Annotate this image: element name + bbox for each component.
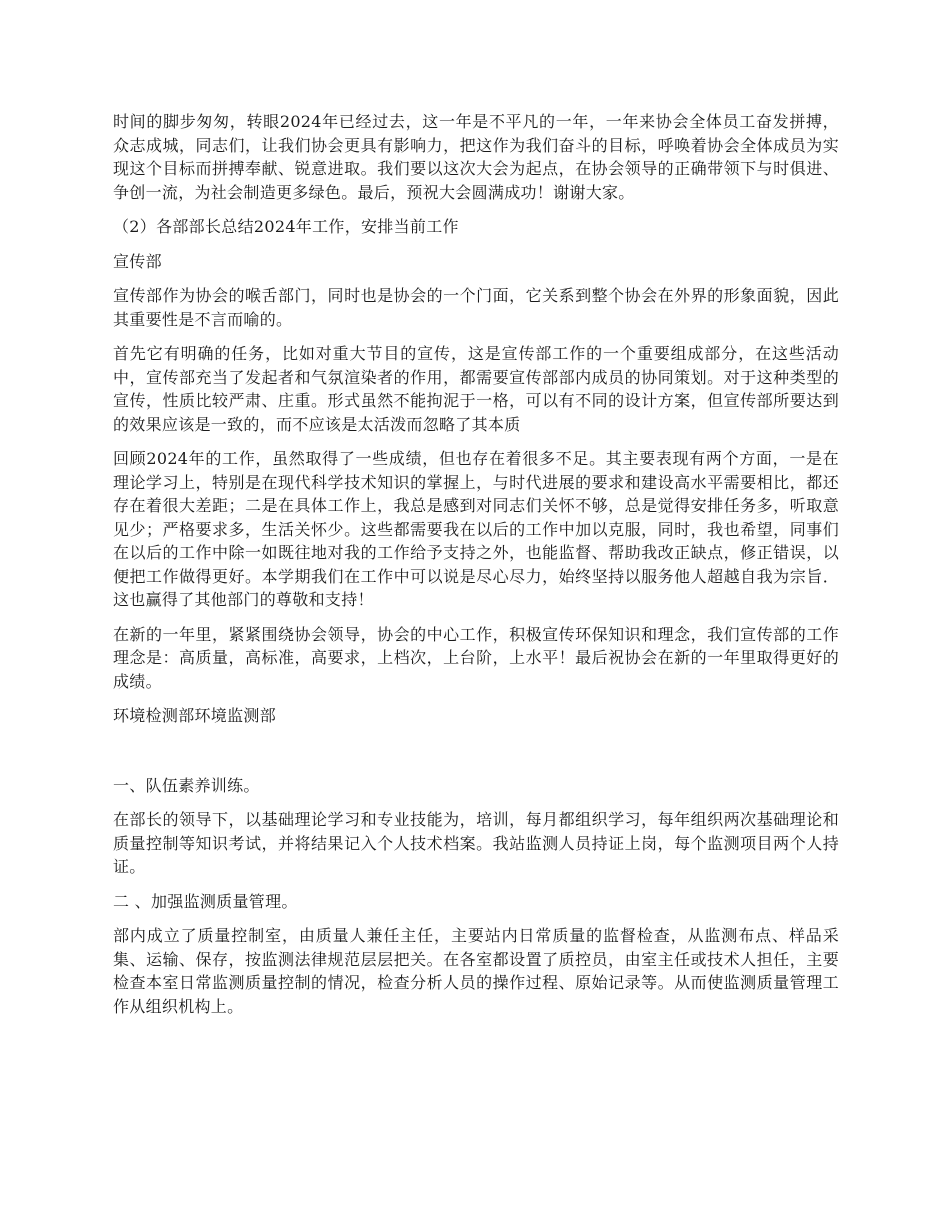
- paragraph-department-publicity: 宣传部: [113, 251, 162, 271]
- paragraph-department-monitoring: 环境检测部环境监测部: [113, 706, 277, 725]
- paragraph-publicity-tasks: 首先它有明确的任务，比如对重大节目的宣传，这是宣传部工作的一个重要组成部分，在这些活动中，宣传部充当了发起者和气氛渲染者的作用，都需要宣传部部内成员的协同策划。对于这种类型的宣传，性质比较严肃、庄重。形式虽然不能拘泥于一格，可以有不同的设计方案，但宣传部所要达到的效果应该是一致的，而不应该是太活泼而忽略了其本质: [113, 344, 839, 434]
- paragraph-training: 在部长的领导下，以基础理论学习和专业技能为，培训，每月都组织学习，每年组织两次基础理论和质量控制等知识考试，并将结果记入个人技术档案。我站监测人员持证上岗，每个监测项目两个人持证。: [113, 810, 839, 876]
- paragraph-quality: 部内成立了质量控制室，由质量人兼任主任，主要站内日常质量的监督检查，从监测布点、样品采集、运输、保存，按监测法律规范层层把关。在各室都设置了质控员，由室主任或技术人担任，主要检查本室日常监测质量控制的情况，检查分析人员的操作过程、原始记录等。从而使监测质量管理工作从组织机构上。: [113, 926, 839, 1016]
- paragraph-new-year: 在新的一年里，紧紧围绕协会领导，协会的中心工作，积极宣传环保知识和理念，我们宣传部的工作理念是：高质量，高标准，高要求，上档次，上台阶，上水平！最后祝协会在新的一年里取得更好的成绩。: [113, 624, 839, 691]
- paragraph-heading-quality: 二 、加强监测质量管理。: [113, 891, 298, 911]
- document-body: [113, 110, 839, 1029]
- paragraph-publicity-role: 宣传部作为协会的喉舌部门，同时也是协会的一个门面，它关系到整个协会在外界的形象面貌，因此其重要性是不言而喻的。: [113, 286, 839, 329]
- paragraph-year-review: 回顾2024年的工作，虽然取得了一些成绩，但也存在着很多不足。其主要表现有两个方面，一是在理论学习上，特别是在现代科学技术知识的掌握上，与时代进展的要求和建设高水平需要相比，都还存在着很大差距；二是在具体工作上，我总是感到对同志们关怀不够，总是觉得安排任务多，听取意见少；严格要求多，生活关怀少。这些都需要我在以后的工作中加以克服，同时，我也希望，同事们在以后的工作中除一如既往地对我的工作给予支持之外，也能监督、帮助我改正缺点，修正错误，以便把工作做得更好。本学期我们在工作中可以说是尽心尽力，始终坚持以服务他人超越自我为宗旨．这也赢得了其他部门的尊敬和支持！: [113, 449, 839, 609]
- paragraph-heading-training: 一、队伍素养训练。: [113, 775, 260, 795]
- paragraph-closing-speech: 时间的脚步匆匆，转眼2024年已经过去，这一年是不平凡的一年，一年来协会全体员工奋发拼搏，众志成城，同志们，让我们协会更具有影响力，把这作为我们奋斗的目标，呼唤着协会全体成员为实现这个目标而拼搏奉献、锐意进取。我们要以这次大会为起点，在协会领导的正确带领下与时俱进、争创一流，为社会制造更多绿色。最后，预祝大会圆满成功！谢谢大家。: [113, 112, 839, 202]
- paragraph-section-heading: （2）各部部长总结2024年工作，安排当前工作: [113, 217, 459, 236]
